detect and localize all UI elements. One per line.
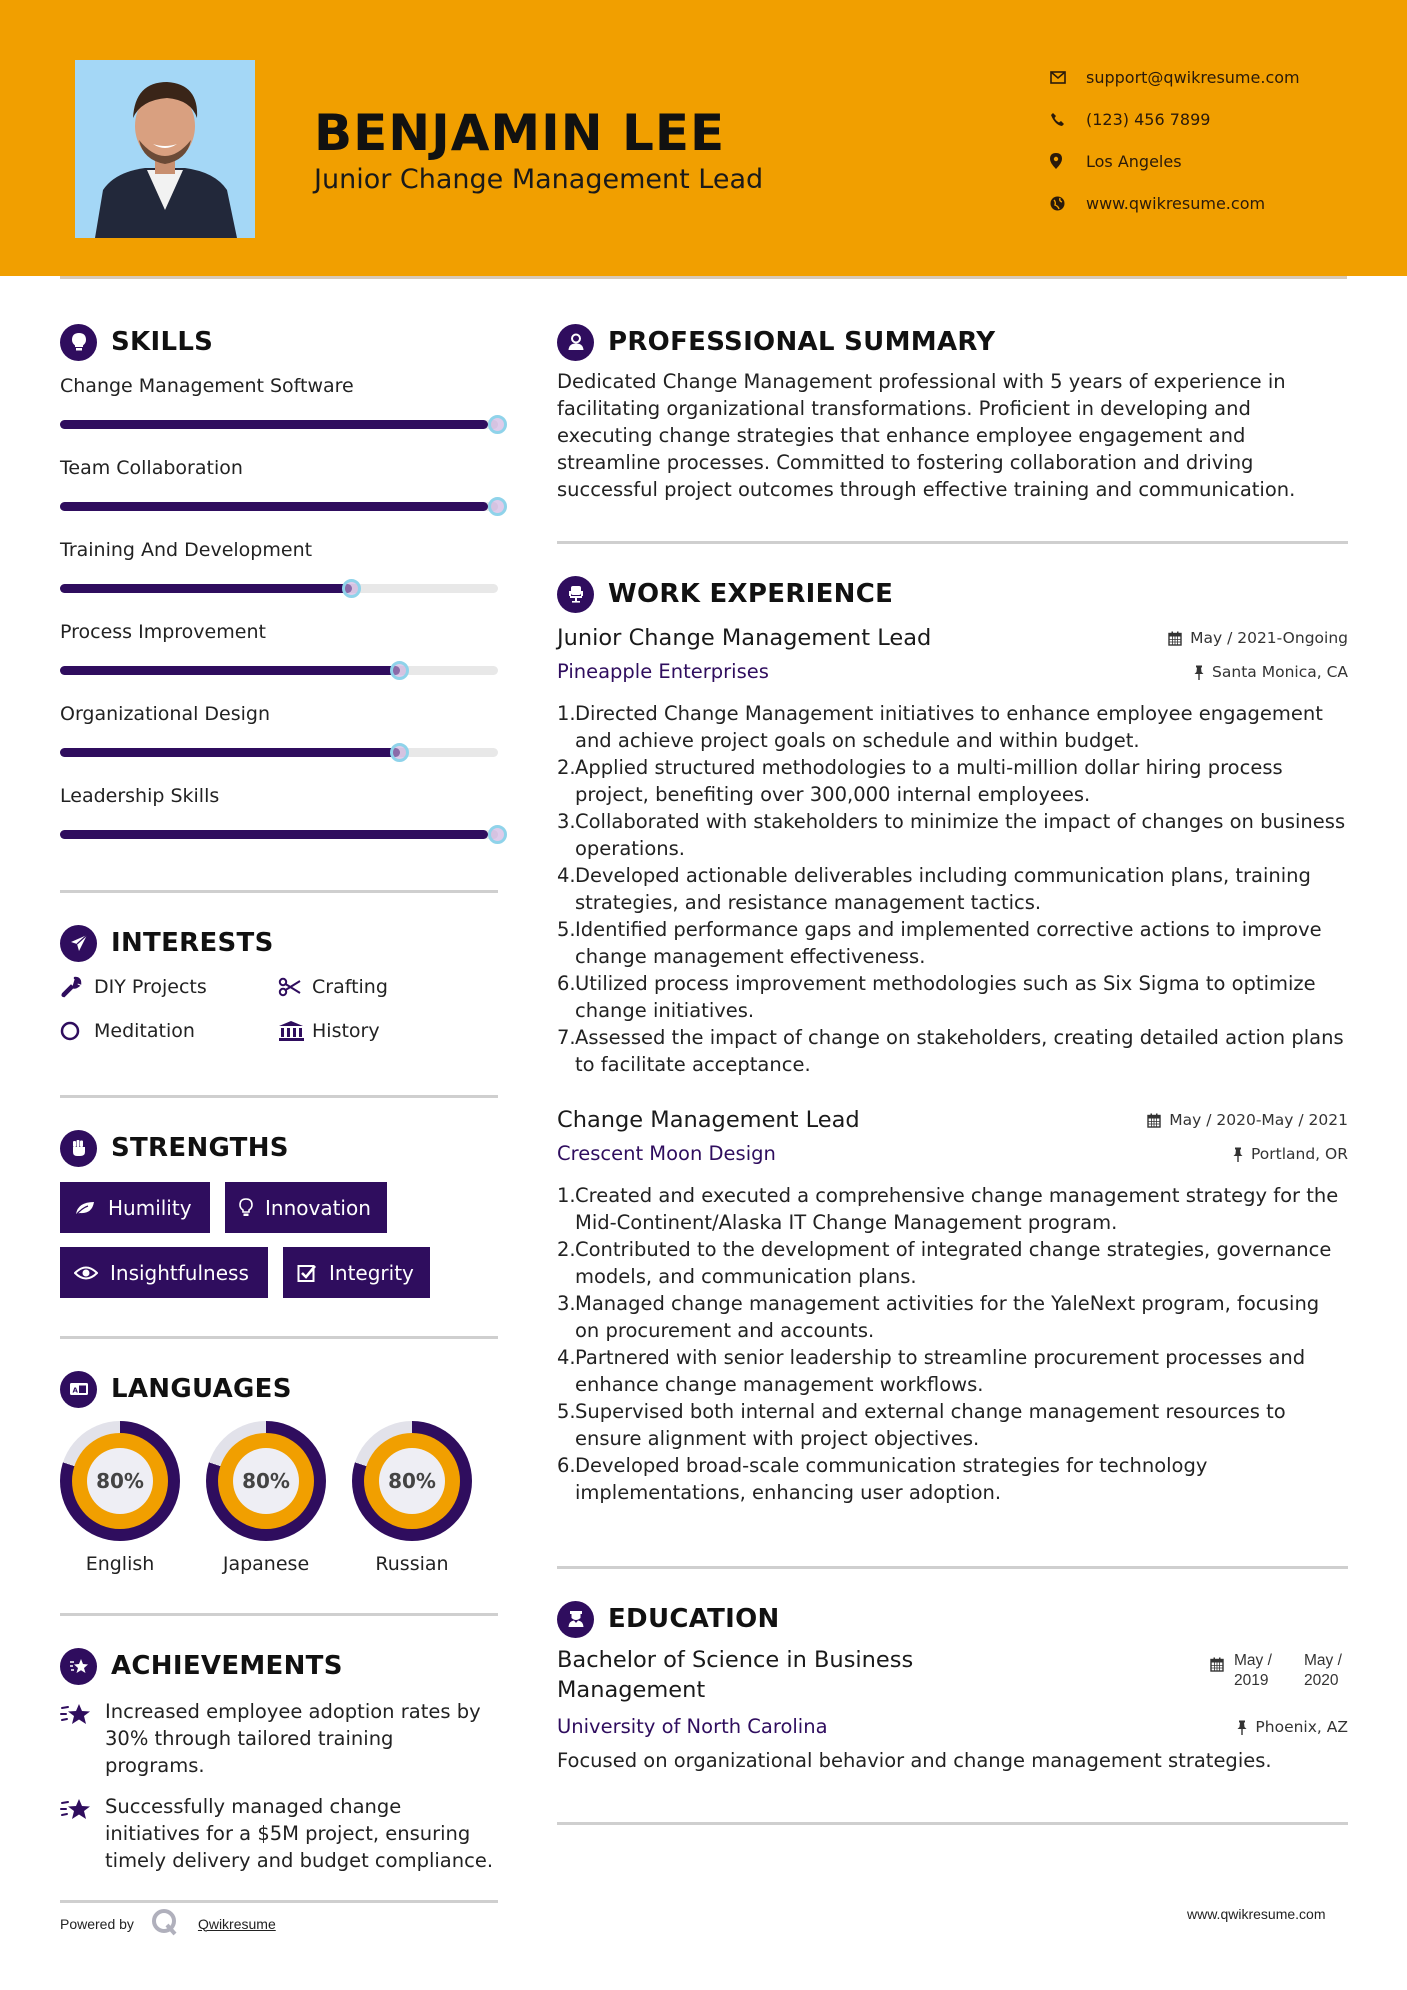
shooting-star-icon — [60, 1793, 105, 1874]
duty-item: 7. Assessed the impact of change on stakeholders, creating detailed action plans to facilitate acceptance. — [557, 1026, 1344, 1076]
interest-item — [60, 1017, 278, 1045]
experience-title: WORK EXPERIENCE — [608, 579, 894, 609]
qwikresume-link[interactable]: Qwikresume — [197, 1915, 276, 1932]
contact-website[interactable] — [1050, 182, 1300, 224]
star-badge-icon — [60, 1648, 97, 1685]
svg-text:A: A — [72, 1386, 78, 1395]
strength-label: Insightfulness — [110, 1260, 249, 1285]
shooting-star-icon — [60, 1698, 105, 1779]
strength-chip — [225, 1182, 387, 1233]
section-divider — [60, 1095, 498, 1098]
achievements-title: ACHIEVEMENTS — [111, 1651, 343, 1681]
achievements-heading — [60, 1644, 498, 1688]
job-title: Change Management Lead — [557, 1107, 860, 1133]
language-item — [206, 1421, 326, 1575]
lightbulb-icon — [60, 324, 97, 361]
language-donut — [60, 1421, 180, 1541]
map-marker-icon — [1050, 153, 1086, 169]
education-description: Focused on organizational behavior and change management strategies. — [557, 1749, 1272, 1772]
skill-label: Team Collaboration — [60, 457, 243, 479]
summary-title: PROFESSIONAL SUMMARY — [608, 327, 996, 357]
section-divider — [60, 1336, 498, 1339]
language-name: Russian — [375, 1553, 449, 1575]
strengths-title: STRENGTHS — [111, 1133, 289, 1163]
footer-website[interactable]: www.qwikresume.com — [1187, 1906, 1326, 1922]
duty-item: 5. Supervised both internal and external change management resources to ensure alignment with project objectives. — [557, 1400, 1286, 1450]
section-divider — [60, 890, 498, 893]
pushpin-icon — [1233, 1147, 1243, 1162]
strength-label: Humility — [108, 1195, 192, 1220]
skill-knob — [342, 579, 361, 598]
skill-knob — [390, 661, 409, 680]
left-column — [60, 320, 498, 1874]
graduate-icon — [557, 1601, 594, 1638]
powered-by-label: Powered by — [60, 1915, 134, 1932]
skill-item — [60, 616, 498, 692]
skill-bar — [60, 566, 498, 610]
degree-name: Bachelor of Science in Business Management — [557, 1647, 914, 1703]
job-title: Junior Change Management Lead — [557, 625, 932, 651]
skill-item — [60, 370, 498, 446]
skills-title: SKILLS — [111, 327, 214, 357]
skill-knob — [488, 825, 507, 844]
summary-heading — [557, 320, 1348, 364]
scissors-icon — [278, 977, 312, 997]
profile-photo — [75, 60, 255, 238]
language-donut — [206, 1421, 326, 1541]
landmark-icon — [278, 1020, 312, 1042]
education-location-text: Phoenix, AZ — [1255, 1718, 1348, 1736]
skills-heading — [60, 320, 498, 364]
section-divider — [557, 1822, 1348, 1825]
language-donut — [352, 1421, 472, 1541]
language-percent: 80% — [233, 1448, 299, 1514]
duty-item: 1. Directed Change Management initiatives to enhance employee engagement and achieve project goals on schedule and within budget. — [557, 702, 1323, 752]
language-item — [352, 1421, 472, 1575]
experience-heading — [557, 572, 1348, 616]
education-title: EDUCATION — [608, 1604, 780, 1634]
language-percent: 80% — [87, 1448, 153, 1514]
eye-icon — [74, 1265, 98, 1281]
education-end: May / 2020 — [1304, 1652, 1342, 1689]
duty-item: 2. Applied structured methodologies to a multi-million dollar hiring process project, benefiting over 300,000 internal employees. — [557, 756, 1283, 806]
interest-label: History — [312, 1020, 380, 1042]
skill-item — [60, 534, 498, 610]
fist-icon — [60, 1130, 97, 1167]
languages-heading — [60, 1367, 498, 1411]
header-divider — [60, 276, 1347, 279]
interest-item — [278, 1017, 498, 1045]
calendar-icon — [1210, 1657, 1224, 1678]
user-icon — [557, 324, 594, 361]
languages-title: LANGUAGES — [111, 1374, 292, 1404]
section-divider — [60, 1613, 498, 1616]
duty-item: 5. Identified performance gaps and implemented corrective actions to improve change management effectiveness. — [557, 918, 1322, 968]
duty-item: 2. Contributed to the development of integrated change strategies, governance models, and communication plans. — [557, 1238, 1332, 1288]
strength-chip — [60, 1182, 210, 1233]
contact-email[interactable] — [1050, 56, 1300, 98]
globe-icon — [1050, 196, 1086, 211]
skill-label: Change Management Software — [60, 375, 354, 397]
contact-list — [1050, 56, 1300, 224]
section-divider — [557, 541, 1348, 544]
paper-plane-icon — [60, 925, 97, 962]
job-dates — [1147, 1111, 1348, 1129]
contact-website-text: www.qwikresume.com — [1086, 193, 1266, 213]
skill-knob — [488, 497, 507, 516]
skill-bar — [60, 648, 498, 692]
education-entry — [557, 1645, 1348, 1772]
language-name: Japanese — [222, 1553, 310, 1575]
language-percent: 80% — [379, 1448, 445, 1514]
skill-bar — [60, 812, 498, 856]
qwikresume-logo-icon — [150, 1907, 180, 1940]
duty-item: 3. Collaborated with stakeholders to minimize the impact of changes on business operations. — [557, 810, 1346, 860]
job-entry — [557, 1102, 1348, 1506]
job-location-text: Portland, OR — [1250, 1145, 1348, 1163]
job-dates-text: May / 2021-Ongoing — [1190, 629, 1348, 647]
achievement-text: Successfully managed change initiatives for a $5M project, ensuring timely delivery and budget compliance. — [105, 1795, 494, 1872]
skill-knob — [390, 743, 409, 762]
leaf-icon — [74, 1200, 96, 1216]
calendar-icon — [1147, 1113, 1161, 1128]
job-duties — [557, 700, 1348, 1078]
languages-list — [60, 1421, 498, 1575]
education-start: May / 2019 — [1234, 1652, 1272, 1689]
duty-item: 4. Partnered with senior leadership to streamline procurement processes and enhance change management workflows. — [557, 1346, 1306, 1396]
skill-item — [60, 698, 498, 774]
strengths-heading — [60, 1126, 498, 1170]
strength-label: Integrity — [329, 1260, 414, 1285]
education-heading — [557, 1597, 1348, 1641]
circle-icon — [60, 1021, 94, 1041]
achievement-item — [60, 1698, 498, 1779]
lightbulb-icon — [239, 1198, 253, 1218]
calendar-icon — [1168, 631, 1182, 646]
skill-label: Training And Development — [60, 539, 313, 561]
footer-divider — [60, 1900, 498, 1903]
contact-email-text: support@qwikresume.com — [1086, 67, 1300, 87]
achievement-item — [60, 1793, 498, 1874]
interests-heading — [60, 921, 498, 965]
duty-item: 1. Created and executed a comprehensive change management strategy for the Mid-Continent/Alaska IT Change Management program. — [557, 1184, 1339, 1234]
interest-item — [60, 973, 278, 1001]
contact-location-text: Los Angeles — [1086, 151, 1182, 171]
job-entry — [557, 620, 1348, 1078]
company-name: Pineapple Enterprises — [557, 660, 769, 683]
duty-item: 6. Developed broad-scale communication strategies for technology implementations, enhancing user adoption. — [557, 1454, 1208, 1504]
strength-chip — [60, 1247, 268, 1298]
resume-header — [0, 0, 1407, 276]
skill-knob — [488, 415, 507, 434]
job-location-text: Santa Monica, CA — [1212, 663, 1348, 681]
check-square-icon — [297, 1263, 317, 1283]
skill-bar — [60, 730, 498, 774]
interests-title: INTERESTS — [111, 928, 274, 958]
education-dates — [1210, 1651, 1348, 1691]
skill-item — [60, 780, 498, 856]
strength-chip — [283, 1247, 430, 1298]
duty-item: 4. Developed actionable deliverables including communication plans, training strategies, and resistance management tactics. — [557, 864, 1311, 914]
skill-bar — [60, 484, 498, 528]
skill-label: Process Improvement — [60, 621, 266, 643]
company-name: Crescent Moon Design — [557, 1142, 776, 1165]
wrench-icon — [60, 976, 94, 998]
achievement-text: Increased employee adoption rates by 30% through tailored training programs. — [105, 1700, 481, 1777]
skill-label: Organizational Design — [60, 703, 271, 725]
section-divider — [557, 1566, 1348, 1569]
language-name: English — [85, 1553, 155, 1575]
powered-by — [60, 1907, 498, 1940]
pushpin-icon — [1237, 1720, 1247, 1735]
duty-item: 3. Managed change management activities for the YaleNext program, focusing on procurement and accounts. — [557, 1292, 1320, 1342]
pushpin-icon — [1194, 665, 1204, 680]
candidate-name: BENJAMIN LEE — [314, 104, 726, 162]
skill-label: Leadership Skills — [60, 785, 220, 807]
phone-icon — [1050, 112, 1086, 127]
language-icon — [60, 1371, 97, 1408]
job-duties — [557, 1182, 1348, 1506]
skill-bar — [60, 402, 498, 446]
strength-label: Innovation — [265, 1195, 371, 1220]
job-dates-text: May / 2020-May / 2021 — [1169, 1111, 1348, 1129]
envelope-icon — [1050, 71, 1086, 84]
right-column — [557, 320, 1348, 1825]
contact-phone-text: (123) 456 7899 — [1086, 109, 1211, 129]
interest-label: DIY Projects — [94, 976, 207, 998]
interests-list — [60, 973, 498, 1045]
office-chair-icon — [557, 576, 594, 613]
job-location — [1233, 1145, 1348, 1163]
interest-label: Crafting — [312, 976, 388, 998]
contact-phone[interactable] — [1050, 98, 1300, 140]
job-dates — [1168, 629, 1348, 647]
skill-item — [60, 452, 498, 528]
job-location — [1194, 663, 1348, 681]
education-location — [1237, 1718, 1348, 1736]
school-name: University of North Carolina — [557, 1715, 828, 1738]
summary-text: Dedicated Change Management professional with 5 years of experience in facilitating organizational transformations. Proficient in developing and executing change strategies that enhance employee engagement and streamline processes. Committed to fostering collaboration and driving successful project outcomes through effective training and communication. — [557, 370, 1296, 501]
strengths-list — [60, 1182, 498, 1298]
language-item — [60, 1421, 180, 1575]
contact-location — [1050, 140, 1300, 182]
footer-left — [60, 1900, 498, 1940]
candidate-title: Junior Change Management Lead — [314, 164, 764, 195]
interest-item — [278, 973, 498, 1001]
interest-label: Meditation — [94, 1020, 195, 1042]
duty-item: 6. Utilized process improvement methodologies such as Six Sigma to optimize change initiatives. — [557, 972, 1316, 1022]
